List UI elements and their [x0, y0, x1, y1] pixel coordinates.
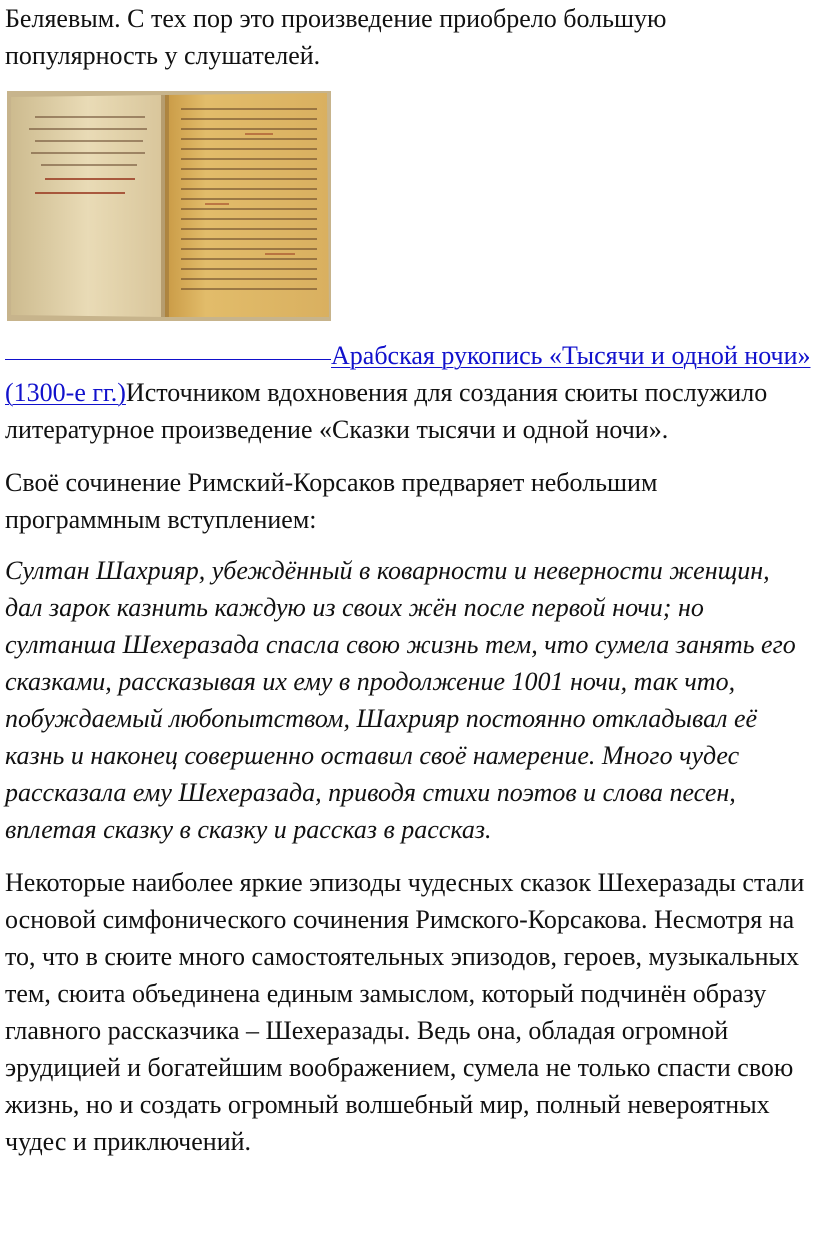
- inspiration-text: Источником вдохновения для создания сюиты послужило литературное произведение «Сказки тысячи и одной ночи».: [5, 378, 768, 444]
- manuscript-caption-link[interactable]: Арабская рукопись «Тысячи и одной ночи» (1300-е гг.): [5, 341, 811, 407]
- paragraph-program-quote: Султан Шахрияр, убеждённый в коварности и неверности женщин, дал зарок казнить каждую из своих жён после первой ночи; но султанша Шехеразада спасла свою жизнь тем, что сумела занять его сказками, рассказывая их ему в продолжение 1001 ночи, так что, побуждаемый любопытством, Шахрияр постоянно откладывал её казнь и наконец совершенно оставил своё намерение. Много чудес рассказала ему Шехеразада, приводя стихи поэтов и слова песен, вплетая сказку в сказку и рассказ в рассказ.: [5, 556, 796, 844]
- document-page: [5, 0, 811, 1160]
- figure-caption-paragraph: [5, 337, 811, 448]
- paragraph-episodes: Некоторые наиболее яркие эпизоды чудесных сказок Шехеразады стали основой симфонического сочинения Римского-Корсакова. Несмотря на то, что в сюите много самостоятельных эпизодов, героев, музыкальных тем, сюита объединена единым замыслом, который подчинён образу главного рассказчика – Шехеразады. Ведь она, обладая огромной эрудицией и богатейшим воображением, сумела не только спасти свою жизнь, но и создать огромный волшебный мир, полный невероятных чудес и приключений.: [5, 868, 805, 1156]
- manuscript-image: [5, 89, 331, 321]
- paragraph-intro: Беляевым. С тех пор это произведение приобрело большую популярность у слушателей.: [5, 4, 667, 70]
- paragraph-program-intro: Своё сочинение Римский-Корсаков предваряет небольшим программным вступлением:: [5, 468, 658, 534]
- image-link-underline[interactable]: [5, 359, 331, 360]
- manuscript-icon: [5, 89, 331, 321]
